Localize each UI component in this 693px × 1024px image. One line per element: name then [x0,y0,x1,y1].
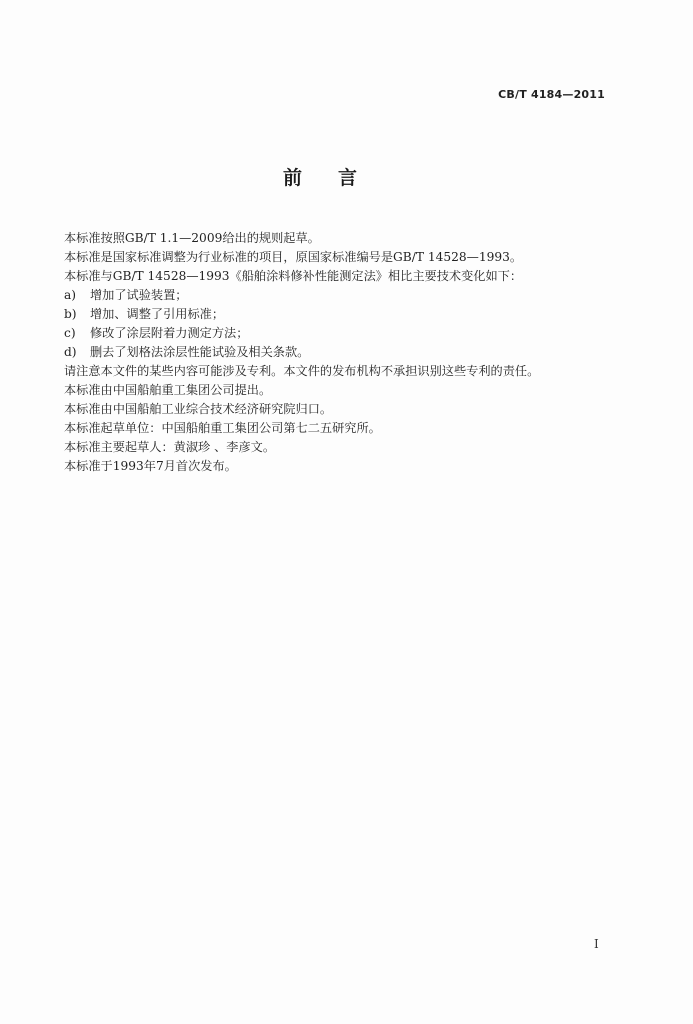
paragraph-origin: 本标准是国家标准调整为行业标准的项目，原国家标准编号是GB/T 14528—1993。 [64,250,523,264]
standard-number: CB/T 4184—2011 [498,88,605,101]
list-item [64,343,624,362]
title-char-1: 前 [282,167,302,189]
list-item-text: 删去了划格法涂层性能试验及相关条款。 [90,345,310,359]
page-title [0,163,640,190]
list-item-text: 修改了涂层附着力测定方法； [90,326,249,340]
paragraph-responsible-body: 本标准由中国船舶工业综合技术经济研究院归口。 [64,402,333,416]
list-item [64,324,624,343]
foreword-body [64,229,624,476]
list-marker: b) [64,307,77,321]
paragraph-drafting-unit: 本标准起草单位：中国船舶重工集团公司第七二五研究所。 [64,421,381,435]
paragraph-drafters: 本标准主要起草人：黄淑珍 、李彦文。 [64,440,276,454]
list-marker: a) [64,288,77,302]
paragraph-patent-notice: 请注意本文件的某些内容可能涉及专利。本文件的发布机构不承担识别这些专利的责任。 [64,364,540,378]
paragraph-proposer: 本标准由中国船舶重工集团公司提出。 [64,383,272,397]
list-item [64,286,624,305]
paragraph-changes-intro: 本标准与GB/T 14528—1993《船舶涂料修补性能测定法》相比主要技术变化如下： [64,269,523,283]
list-item [64,305,624,324]
page-number: I [594,937,599,951]
list-marker: c) [64,326,76,340]
paragraph-first-issue: 本标准于1993年7月首次发布。 [64,459,237,473]
list-item-text: 增加了试验装置； [90,288,188,302]
list-item-text: 增加、调整了引用标准； [90,307,225,321]
paragraph-drafting-rules: 本标准按照GB/T 1.1—2009给出的规则起草。 [64,231,320,245]
list-marker: d) [64,345,77,359]
title-char-2: 言 [338,167,358,189]
